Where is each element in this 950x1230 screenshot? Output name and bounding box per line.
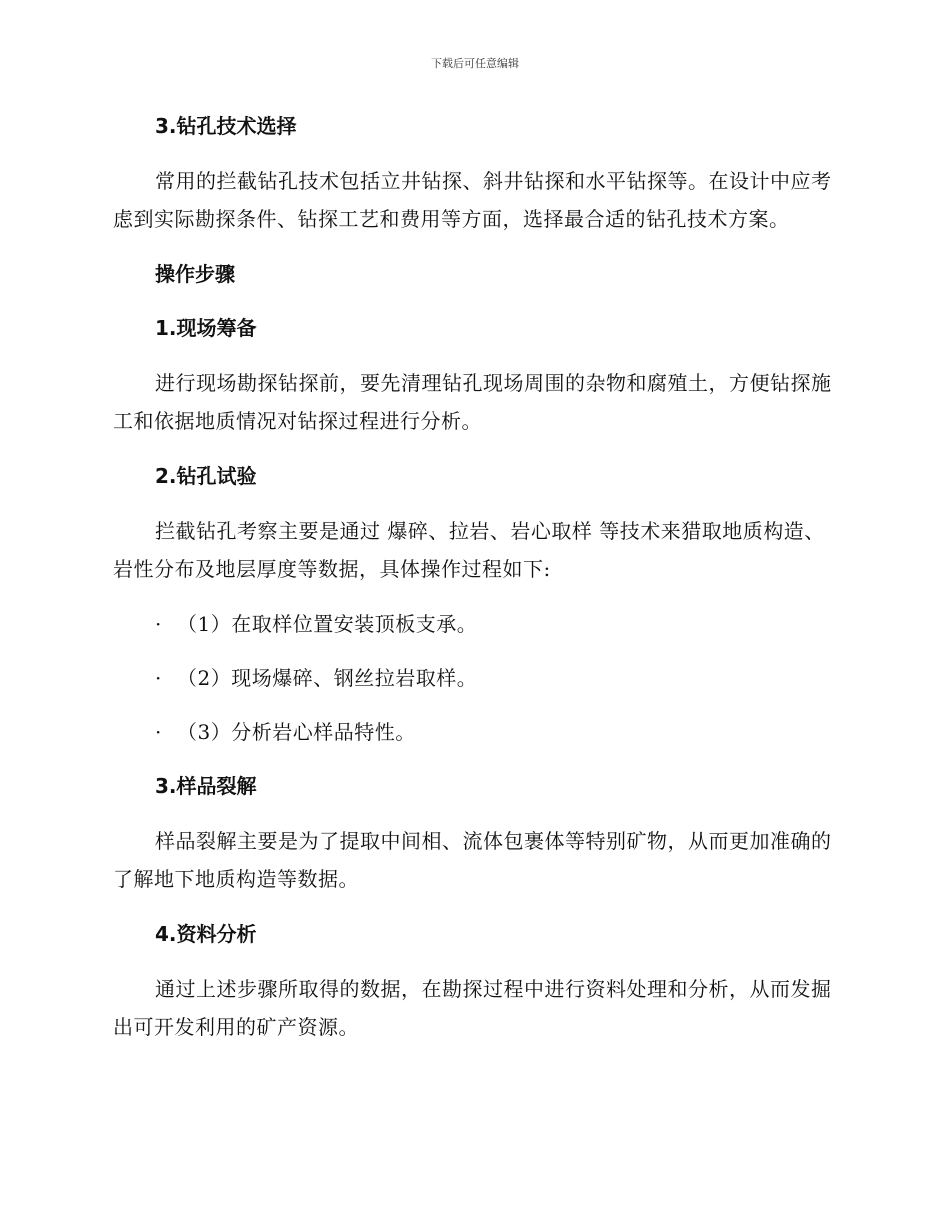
list-item-text: （1）在取样位置安装顶板支承。 (177, 612, 478, 636)
list-item (113, 660, 833, 696)
heading-drilling-technology: 3.钻孔技术选择 (155, 114, 297, 138)
page-header: 下载后可任意编辑 (431, 57, 519, 70)
paragraph-site-preparation: 进行现场勘探钻探前，要先清理钻孔现场周围的杂物和腐殖土，方便钻探施工和依据地质情况对钻探过程进行分析。 (113, 371, 832, 433)
paragraph-drilling-technology: 常用的拦截钻孔技术包括立井钻探、斜井钻探和水平钻探等。在设计中应考虑到实际勘探条件、钻探工艺和费用等方面，选择最合适的钻孔技术方案。 (113, 169, 832, 231)
paragraph-data-analysis: 通过上述步骤所取得的数据，在勘探过程中进行资料处理和分析，从而发掘出可开发利用的矿产资源。 (113, 977, 832, 1039)
heading-drilling-test: 2.钻孔试验 (155, 464, 257, 488)
heading-data-analysis: 4.资料分析 (155, 922, 257, 946)
document-body (113, 108, 833, 1064)
paragraph-drilling-test: 拦截钻孔考察主要是通过 爆碎、拉岩、岩心取样 等技术来猎取地质构造、岩性分布及地层厚度等数据，具体操作过程如下: (113, 519, 825, 581)
paragraph-sample-cracking: 样品裂解主要是为了提取中间相、流体包裹体等特别矿物，从而更加准确的了解地下地质构造等数据。 (113, 829, 832, 891)
heading-operation-steps: 操作步骤 (155, 262, 235, 286)
heading-sample-cracking: 3.样品裂解 (155, 774, 257, 798)
bullet-icon: · (155, 612, 162, 636)
heading-site-preparation: 1.现场筹备 (155, 316, 257, 340)
list-item (113, 714, 833, 750)
bullet-icon: · (155, 720, 162, 744)
bullet-icon: · (155, 666, 162, 690)
list-item-text: （2）现场爆碎、钢丝拉岩取样。 (177, 666, 478, 690)
list-item-text: （3）分析岩心样品特性。 (177, 720, 416, 744)
list-item (113, 606, 833, 642)
